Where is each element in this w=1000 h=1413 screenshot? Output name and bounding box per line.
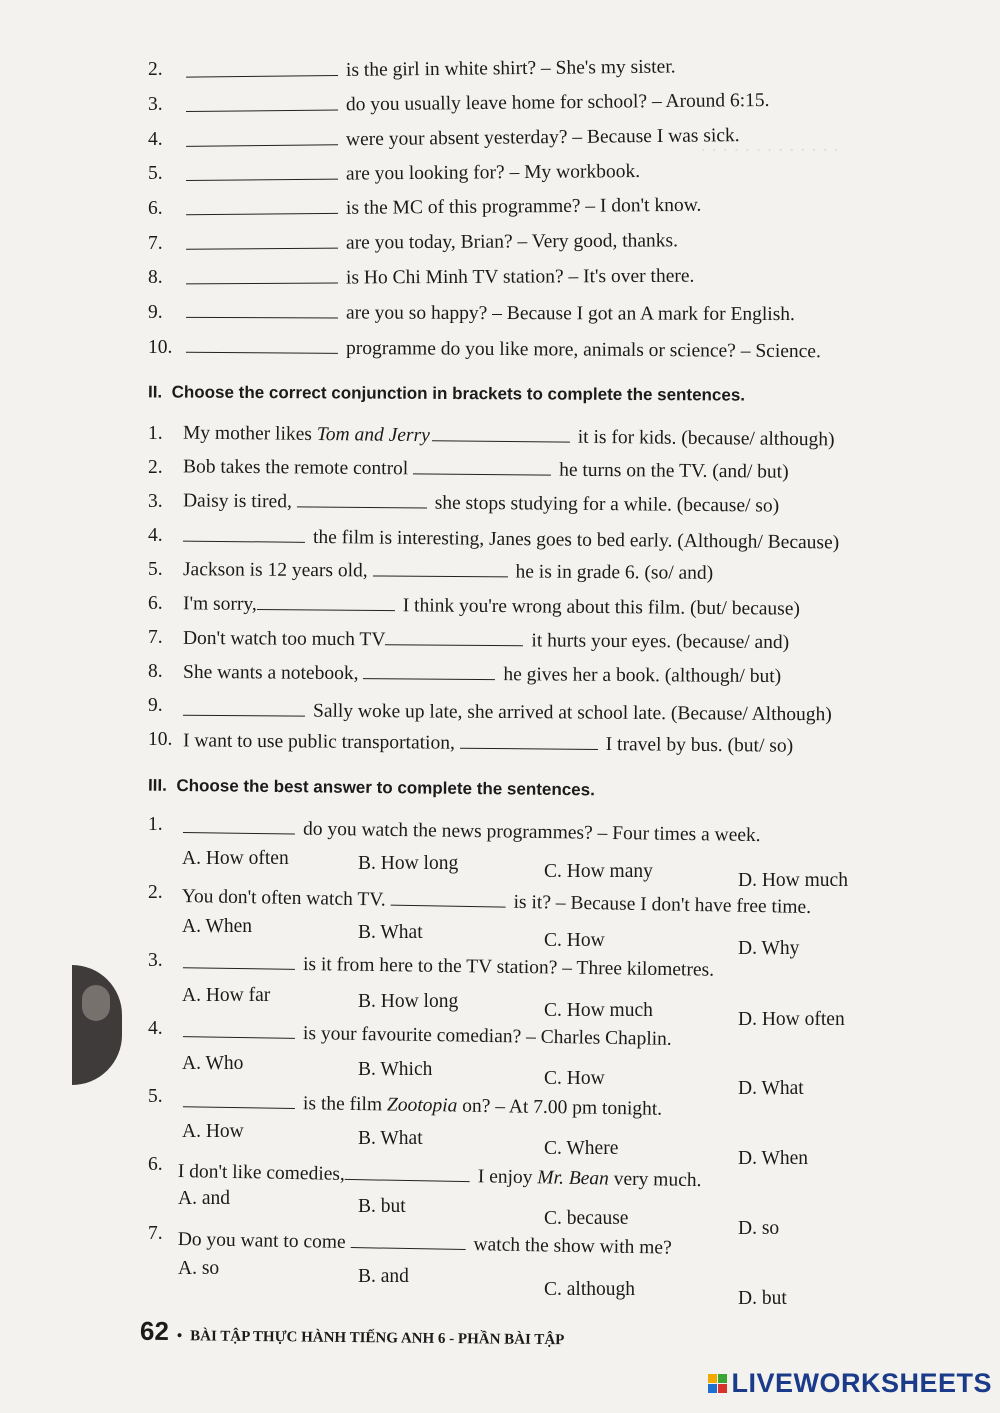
option-d[interactable]: D. How much: [738, 870, 848, 891]
part3-num: 4.: [148, 1018, 163, 1039]
option-b[interactable]: B. Which: [358, 1059, 433, 1080]
option-c[interactable]: C. How: [544, 930, 605, 951]
part3-num: 6.: [148, 1154, 163, 1175]
answer-blank[interactable]: [183, 1090, 295, 1109]
option-b[interactable]: B. What: [358, 1128, 423, 1149]
part3-num: 3.: [148, 950, 163, 971]
part3-num: 7.: [148, 1223, 163, 1244]
answer-blank[interactable]: [432, 424, 570, 442]
page-number: 62: [139, 1315, 170, 1347]
part3-num: 5.: [148, 1086, 163, 1107]
part1-item: are you today, Brian? – Very good, thanks.: [186, 229, 678, 256]
part2-item: I want to use public transportation, I travel by bus. (but/ so): [182, 730, 794, 757]
part1-num: 2.: [148, 59, 163, 80]
part1-item: are you looking for? – My workbook.: [186, 160, 640, 188]
answer-blank[interactable]: [186, 59, 338, 78]
part2-item: the film is interesting, Janes goes to bed early. (Although/ Because): [183, 525, 839, 556]
option-d[interactable]: D. What: [738, 1078, 804, 1099]
option-b[interactable]: B. How long: [358, 991, 459, 1012]
option-b[interactable]: B. What: [358, 922, 423, 943]
answer-blank[interactable]: [186, 93, 338, 112]
answer-blank[interactable]: [183, 951, 295, 970]
part1-item: are you so happy? – Because I got an A mark for English.: [186, 301, 795, 327]
part3-question: is it from here to the TV station? – Three kilometres.: [183, 951, 714, 982]
part2-num: 1.: [148, 423, 163, 444]
part2-item: She wants a notebook, he gives her a book. (although/ but): [182, 661, 782, 688]
part2-num: 7.: [148, 627, 163, 648]
part1-num: 3.: [148, 94, 163, 115]
part3-heading: III. Choose the best answer to complete the sentences.: [147, 775, 595, 800]
answer-blank[interactable]: [363, 662, 495, 680]
book-title: BÀI TẬP THỰC HÀNH TIẾNG ANH 6 - PHẦN BÀI TẬP: [190, 1328, 565, 1349]
option-c[interactable]: C. How much: [544, 1000, 653, 1021]
part2-num: 3.: [148, 491, 163, 512]
option-c[interactable]: C. How: [544, 1068, 605, 1089]
part2-num: 2.: [148, 457, 163, 478]
option-b[interactable]: B. but: [358, 1196, 406, 1217]
part2-num: 4.: [148, 525, 163, 546]
part2-item: Daisy is tired, she stops studying for a while. (because/ so): [182, 490, 780, 517]
liveworksheets-logo: [708, 1368, 992, 1399]
part3-question: is the film Zootopia on? – At 7.00 pm tonight.: [183, 1090, 662, 1122]
option-a[interactable]: A. How: [182, 1121, 244, 1142]
answer-blank[interactable]: [350, 1231, 465, 1250]
answer-blank[interactable]: [257, 593, 395, 611]
option-a[interactable]: A. so: [178, 1258, 220, 1279]
answer-blank[interactable]: [297, 490, 427, 508]
option-b[interactable]: B. and: [358, 1266, 409, 1287]
answer-blank[interactable]: [186, 267, 338, 285]
answer-blank[interactable]: [390, 889, 505, 908]
part3-num: 2.: [148, 882, 163, 903]
option-d[interactable]: D. How often: [738, 1009, 845, 1030]
part2-item: Don't watch too much TV it hurts your eyes. (because/ and): [182, 627, 790, 654]
answer-blank[interactable]: [183, 525, 305, 543]
part1-item: is the girl in white shirt? – She's my sister.: [186, 55, 676, 84]
logo-icon: [708, 1374, 727, 1393]
thumb-photo-artifact: [72, 965, 122, 1085]
option-a[interactable]: A. Who: [182, 1053, 244, 1074]
answer-blank[interactable]: [460, 732, 598, 750]
option-a[interactable]: A. How often: [182, 848, 289, 869]
part1-num: 9.: [148, 302, 163, 323]
answer-blank[interactable]: [385, 628, 523, 646]
answer-blank[interactable]: [186, 301, 338, 319]
option-b[interactable]: B. How long: [358, 853, 459, 874]
part2-item: I'm sorry, I think you're wrong about this film. (but/ because): [182, 593, 801, 620]
part2-item: Jackson is 12 years old, he is in grade 6. (so/ and): [182, 559, 714, 584]
option-d[interactable]: D. Why: [738, 938, 800, 959]
answer-blank[interactable]: [183, 1020, 295, 1039]
answer-blank[interactable]: [186, 163, 338, 181]
part1-item: do you usually leave home for school? – Around 6:15.: [186, 89, 770, 119]
part2-num: 6.: [148, 593, 163, 614]
part1-item: programme do you like more, animals or science? – Science.: [186, 336, 821, 364]
part2-num: 9.: [148, 695, 163, 716]
bleed-through-text: · · · · · · · · · · · · ·: [700, 140, 840, 161]
option-c[interactable]: C. How many: [544, 861, 653, 882]
part2-item: My mother likes Tom and Jerry it is for kids. (because/ although): [182, 422, 835, 451]
part2-heading: II. Choose the correct conjunction in brackets to complete the sentences.: [147, 382, 746, 405]
part3-question: I don't like comedies, I enjoy Mr. Bean very much.: [177, 1160, 702, 1192]
part3-question: You don't often watch TV. is it? – Because I don't have free time.: [181, 885, 812, 918]
part3-num: 1.: [148, 814, 163, 835]
part1-item: is the MC of this programme? – I don't know.: [186, 194, 702, 222]
answer-blank[interactable]: [186, 232, 338, 250]
part3-question: is your favourite comedian? – Charles Chaplin.: [183, 1020, 672, 1052]
part1-num: 6.: [148, 198, 163, 219]
answer-blank[interactable]: [345, 1163, 470, 1182]
part2-num: 5.: [148, 559, 163, 580]
option-c[interactable]: C. Where: [544, 1138, 619, 1159]
answer-blank[interactable]: [183, 816, 295, 835]
part1-num: 10.: [148, 337, 173, 358]
part2-item: Sally woke up late, she arrived at school late. (Because/ Although): [183, 699, 832, 728]
part1-item: is Ho Chi Minh TV station? – It's over there.: [186, 265, 694, 292]
footer-bullet: •: [176, 1328, 183, 1345]
part2-item: Bob takes the remote control he turns on the TV. (and/ but): [182, 456, 789, 483]
option-d[interactable]: D. When: [738, 1148, 809, 1169]
page-footer: [140, 1316, 565, 1351]
option-d[interactable]: D. but: [738, 1288, 787, 1309]
part3-question: Do you want to come watch the show with me?: [177, 1228, 672, 1259]
part3-question: do you watch the news programmes? – Four times a week.: [183, 816, 761, 848]
answer-blank[interactable]: [413, 457, 551, 475]
option-a[interactable]: A. When: [182, 916, 253, 937]
answer-blank[interactable]: [186, 128, 338, 147]
option-a[interactable]: A. How far: [182, 985, 271, 1006]
answer-blank[interactable]: [186, 336, 338, 354]
part1-num: 7.: [148, 233, 163, 254]
part2-num: 10.: [148, 729, 173, 750]
part1-num: 4.: [148, 129, 163, 150]
part1-num: 5.: [148, 163, 163, 184]
option-c[interactable]: C. although: [544, 1279, 635, 1300]
option-a[interactable]: A. and: [178, 1188, 230, 1209]
option-d[interactable]: D. so: [738, 1218, 780, 1239]
part1-item: were your absent yesterday? – Because I was sick.: [186, 124, 740, 154]
logo-text: LIVEWORKSHEETS: [731, 1368, 992, 1398]
answer-blank[interactable]: [183, 699, 305, 717]
part1-num: 8.: [148, 267, 163, 288]
answer-blank[interactable]: [186, 197, 338, 215]
option-c[interactable]: C. because: [544, 1208, 629, 1229]
answer-blank[interactable]: [373, 559, 508, 577]
part2-num: 8.: [148, 661, 163, 682]
